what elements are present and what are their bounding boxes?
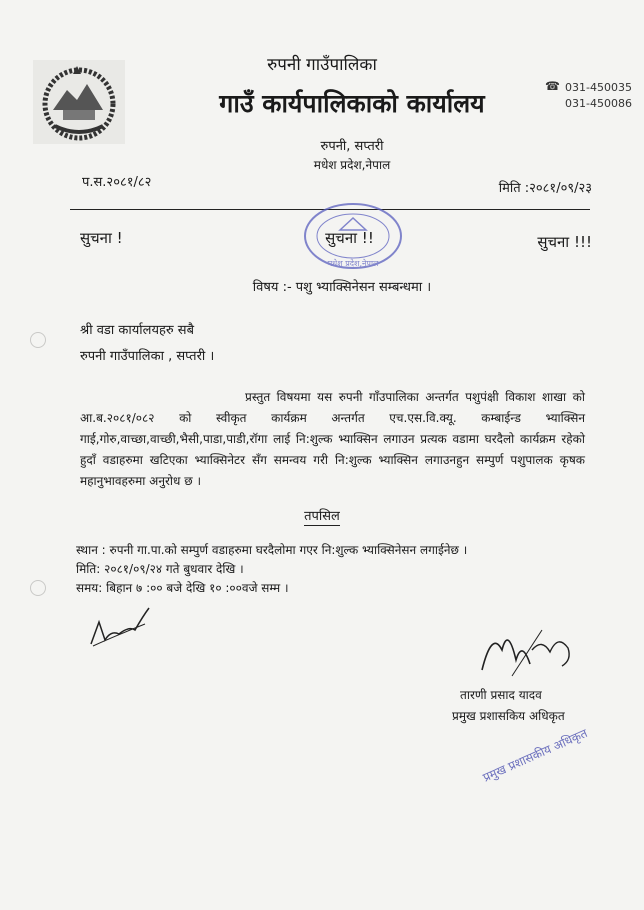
punch-hole (30, 332, 46, 348)
seal-text: मधेश प्रदेश,नेपाल (327, 259, 379, 268)
details-place: स्थान : रुपनी गा.पा.को सम्पुर्ण वडाहरुमा घरदैलोमा गएर नि:शुल्क भ्याक्सिनेसन लगाईनेछ । (76, 543, 468, 557)
signatory-name: तारणी प्रसाद यादव (460, 688, 542, 702)
address-line-1: रुपनी, सप्तरी (320, 139, 384, 154)
telephone-icon: ☎ (545, 79, 560, 93)
addressee-line-1: श्री वडा कार्यालयहरु सबै (80, 323, 195, 338)
punch-hole (30, 580, 46, 596)
office-title: गाउँ कार्यपालिकाको कार्यालय (219, 89, 485, 118)
notice-heading-left: सुचना ! (80, 229, 123, 247)
notice-body: प्रस्तुत विषयमा यस रुपनी गाँउपालिका अन्तर्गत पशुपंक्षी विकाश शाखा को आ.ब.२०८१/०८२ को स्वीकृत कार्यक्रम अन्तर्गत एच.एस.वि.क्यू. कम्बाईन्ड भ्याक्सिन गाई,गोरु,वाच्छा,वाच्छी,भैसी,पाडा,पाडी,रॉगा लाई नि:शुल्क भ्याक्सिन लगाउन प्रत्यक वडामा घरदैलो कार्यक्रम रहेको हुदाँ वडाहरुमा खटिएका भ्याक्सिनेटर सँग समन्वय गरी नि:शुल्क भ्याक्सिन लगाउनहुन सम्पुर्ण पशुपालक कृषक महानुभावहरुमा अनुरोध छ । (80, 390, 585, 488)
officer-signature (472, 620, 582, 680)
reference-number: प.स.२०८१/८२ (82, 175, 152, 190)
phone-block (545, 79, 632, 112)
phone-number-1: 031-450035 (565, 81, 632, 94)
details-time: समय: बिहान ७ :०० बजे देखि १० :००वजे सम्म । (76, 581, 289, 595)
details-date: मिति: २०८१/०९/२४ गते बुधवार देखि । (76, 562, 244, 576)
notice-heading-right: सुचना !!! (537, 233, 592, 251)
details-heading-text: तपसिल (304, 509, 340, 524)
address-line-2: मधेश प्रदेश,नेपाल (313, 158, 391, 172)
officer-stamp: प्रमुख प्रशासकीय अधिकृत (480, 726, 590, 785)
phone-number-2: 031-450086 (565, 97, 632, 110)
subject-line: विषय :- पशु भ्याक्सिनेसन सम्बन्धमा । (252, 280, 432, 295)
notice-heading-center: सुचना !! (325, 229, 374, 247)
details-heading (0, 506, 644, 524)
addressee-line-2: रुपनी गाउँपालिका , सप्तरी । (80, 349, 215, 364)
letter-date: मिति :२०८१/०९/२३ (498, 181, 592, 196)
initials-signature (85, 600, 155, 650)
signatory-post: प्रमुख प्रशासकिय अधिकृत (452, 709, 565, 723)
municipality-name: रुपनी गाउँपालिका (267, 55, 377, 75)
